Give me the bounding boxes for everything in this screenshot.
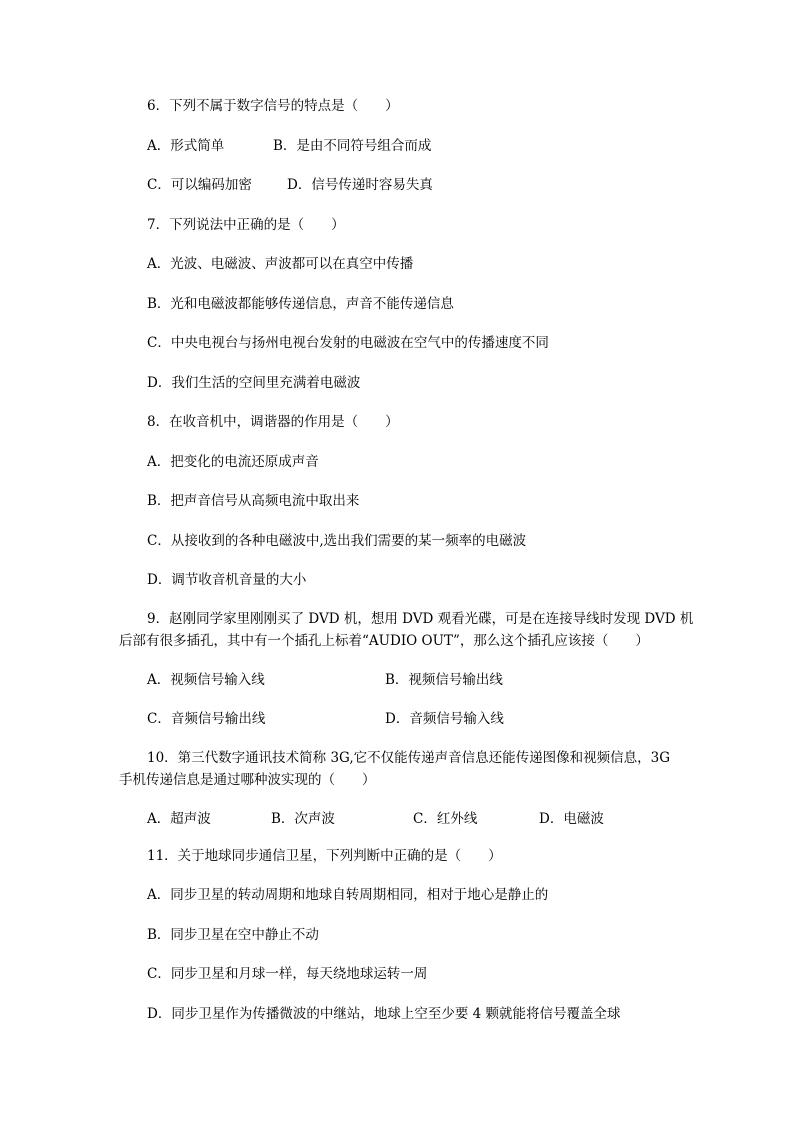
question-9-stem-line-2: 后部有很多插孔，其中有一个插孔上标着“AUDIO OUT”，那么这个插孔应该接（ ） — [119, 633, 649, 649]
question-6-stem: 6．下列不属于数字信号的特点是（ ） — [147, 98, 399, 114]
question-11-stem: 11．关于地球同步通信卫星，下列判断中正确的是（ ） — [147, 848, 502, 864]
question-7-option-b: B．光和电磁波都能够传递信息，声音不能传递信息 — [147, 296, 454, 312]
question-9-option-a: A．视频信号输入线 — [147, 672, 265, 688]
question-11-option-a: A．同步卫星的转动周期和地球自转周期相同，相对于地心是静止的 — [147, 887, 549, 903]
question-10-option-c: C．红外线 — [413, 811, 478, 827]
question-7-stem: 7．下列说法中正确的是（ ） — [147, 217, 345, 233]
question-7-option-c: C．中央电视台与扬州电视台发射的电磁波在空气中的传播速度不同 — [147, 335, 549, 351]
question-10-option-d: D．电磁波 — [539, 811, 604, 827]
question-6-option-b: B．是由不同符号组合而成 — [273, 138, 432, 154]
question-7-option-d: D．我们生活的空间里充满着电磁波 — [147, 375, 361, 391]
question-10-stem-line-2: 手机传递信息是通过哪种波实现的（ ） — [119, 772, 376, 788]
question-11-option-b: B．同步卫星在空中静止不动 — [147, 927, 319, 943]
question-10-option-a: A．超声波 — [147, 811, 211, 827]
question-7-option-a: A．光波、电磁波、声波都可以在真空中传播 — [147, 256, 414, 272]
question-6-option-c: C．可以编码加密 — [147, 177, 252, 193]
question-8-option-b: B．把声音信号从高频电流中取出来 — [147, 493, 360, 509]
question-10-option-b: B．次声波 — [271, 811, 335, 827]
question-8-option-a: A．把变化的电流还原成声音 — [147, 454, 319, 470]
question-9-option-d: D．音频信号输入线 — [385, 711, 504, 727]
question-8-option-d: D．调节收音机音量的大小 — [147, 572, 307, 588]
question-10-stem-line-1: 10．第三代数字通讯技术简称 3G,它不仅能传递声音信息还能传递图像和视频信息，3G — [147, 750, 671, 766]
question-9-stem-line-1: 9．赵刚同学家里刚刚买了 DVD 机，想用 DVD 观看光碟，可是在连接导线时发现 DVD 机 — [147, 611, 694, 627]
question-8-option-c: C．从接收到的各种电磁波中,选出我们需要的某一频率的电磁波 — [147, 533, 527, 549]
question-6-option-d: D．信号传递时容易失真 — [287, 177, 433, 193]
question-9-option-b: B．视频信号输出线 — [385, 672, 503, 688]
question-9-option-c: C．音频信号输出线 — [147, 711, 266, 727]
question-6-option-a: A．形式简单 — [147, 138, 225, 154]
question-8-stem: 8．在收音机中，调谐器的作用是（ ） — [147, 414, 399, 430]
question-11-option-c: C．同步卫星和月球一样，每天绕地球运转一周 — [147, 966, 428, 982]
question-11-option-d: D．同步卫星作为传播微波的中继站，地球上空至少要 4 颗就能将信号覆盖全球 — [147, 1006, 621, 1022]
